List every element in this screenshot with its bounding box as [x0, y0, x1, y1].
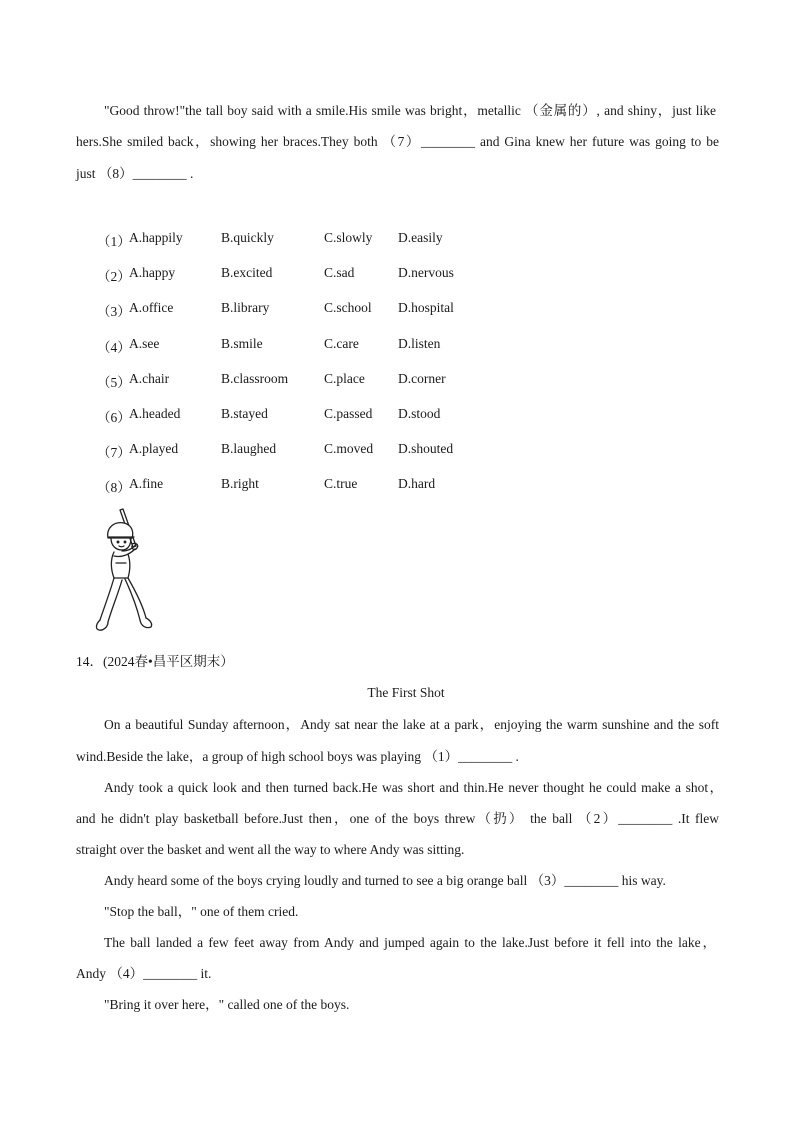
option-b: B.library: [221, 300, 270, 315]
passage-line: On a beautiful Sunday afternoon，Andy sat near the lake at a park，enjoying the warm sunshine and the soft: [104, 717, 719, 732]
option-c: C.place: [324, 371, 365, 386]
option-d: D.shouted: [398, 441, 454, 456]
passage-line: and he didn't play basketball before.Just then，one of the boys threw（扔） the ball （2）________ .It flew: [76, 811, 719, 826]
option-number: （2）: [97, 269, 131, 284]
passage-line: Andy （4）________ it.: [76, 966, 212, 981]
option-b: B.excited: [221, 265, 273, 280]
option-number: （8）: [97, 480, 131, 495]
passage-line: Andy heard some of the boys crying loudly and turned to see a big orange ball （3）________ his way.: [104, 873, 666, 888]
passage-line: "Stop the ball，" one of them cried.: [104, 904, 299, 919]
option-d: D.nervous: [398, 265, 454, 280]
option-number: （4）: [97, 340, 131, 355]
option-number: （1）: [97, 234, 131, 249]
option-number: （3）: [97, 304, 131, 319]
option-b: B.smile: [221, 336, 263, 351]
option-a: A.happy: [129, 265, 176, 280]
option-c: C.care: [324, 336, 359, 351]
option-a: A.chair: [129, 371, 170, 386]
option-b: B.stayed: [221, 406, 268, 421]
option-d: D.stood: [398, 406, 441, 421]
passage-line: wind.Beside the lake，a group of high school boys was playing （1）________ .: [76, 749, 519, 764]
option-b: B.quickly: [221, 230, 274, 245]
option-a: A.office: [129, 300, 174, 315]
option-a: A.headed: [129, 406, 181, 421]
option-d: D.listen: [398, 336, 441, 351]
option-a: A.played: [129, 441, 179, 456]
passage-line: The ball landed a few feet away from Andy and jumped again to the lake.Just before it fell into the lake，: [104, 935, 716, 950]
option-d: D.hospital: [398, 300, 454, 315]
option-c: C.slowly: [324, 230, 373, 245]
option-c: C.sad: [324, 265, 355, 280]
question-14-header: 14．(2024春•昌平区期末）: [76, 654, 234, 669]
option-a: A.fine: [129, 476, 164, 491]
option-b: B.laughed: [221, 441, 277, 456]
passage-line: hers.She smiled back，showing her braces.They both （7）________ and Gina knew her future was going to be: [76, 134, 719, 149]
option-c: C.school: [324, 300, 372, 315]
baseball-player-illustration: [92, 508, 158, 640]
option-c: C.passed: [324, 406, 373, 421]
option-b: B.classroom: [221, 371, 289, 386]
passage-title: The First Shot: [367, 685, 445, 700]
option-d: D.corner: [398, 371, 446, 386]
option-b: B.right: [221, 476, 259, 491]
option-a: A.happily: [129, 230, 183, 245]
passage-line: straight over the basket and went all the way to where Andy was sitting.: [76, 842, 465, 857]
passage-line: "Good throw!"the tall boy said with a smile.His smile was bright，metallic （金属的）, and shiny，just like: [104, 103, 717, 118]
option-number: （5）: [97, 375, 131, 390]
passage-line: Andy took a quick look and then turned back.He was short and thin.He never thought he could make a shot，: [104, 780, 723, 795]
passage-line: "Bring it over here，" called one of the boys.: [104, 997, 350, 1012]
option-d: D.hard: [398, 476, 436, 491]
option-a: A.see: [129, 336, 160, 351]
option-c: C.moved: [324, 441, 374, 456]
option-d: D.easily: [398, 230, 443, 245]
option-number: （7）: [97, 445, 131, 460]
option-number: （6）: [97, 410, 131, 425]
passage-line: just （8）________ .: [76, 166, 194, 181]
option-c: C.true: [324, 476, 358, 491]
